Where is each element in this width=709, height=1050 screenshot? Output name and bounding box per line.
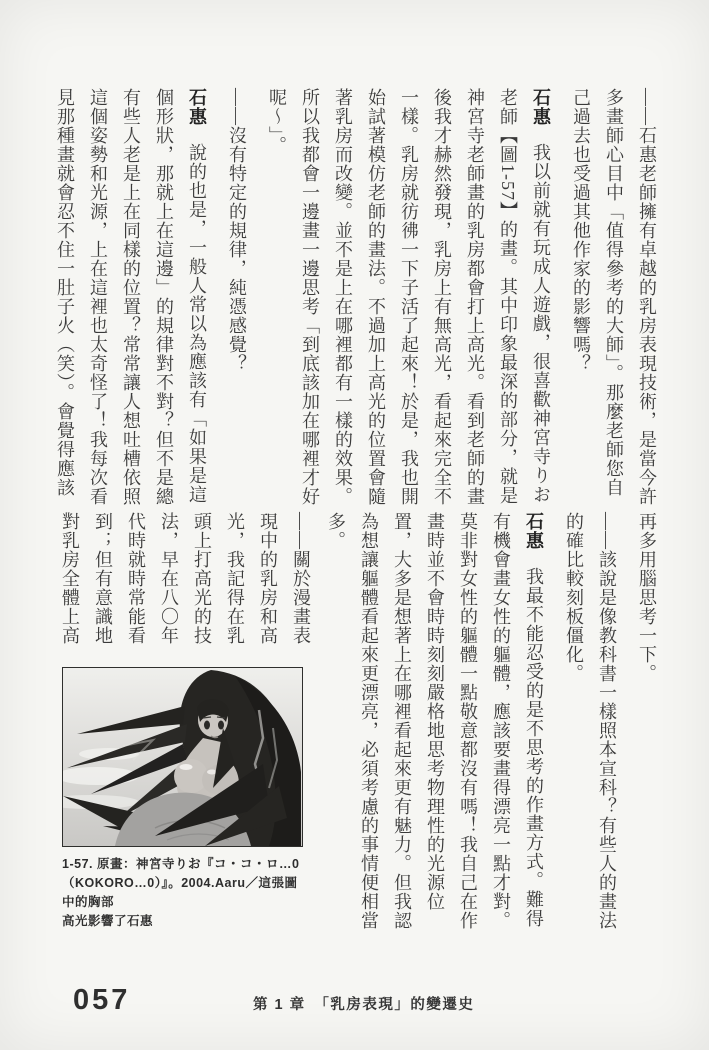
interview-answer	[48, 88, 213, 508]
caption-line: 高光影響了石惠	[62, 914, 154, 928]
caption-line: 1-57. 原畫：神宮寺りお『コ・コ・ロ…0	[62, 857, 300, 871]
turn-text: ——石惠老師擁有卓越的乳房表現技術，是當今許多畫師心目中「值得參考的大師」。那麼老師您自己過去也受過其他作家的影響嗎？	[571, 88, 657, 506]
turn-text: 再多用腦思考一下。	[637, 512, 657, 683]
interview-question	[557, 512, 623, 932]
figure-illustration	[62, 667, 303, 847]
turn-text: 我最不能忍受的是不思考的作畫方式。難得有機會畫女性的軀體，應該要畫得漂亮一點才對。莫非對女性的軀體一點敬意都沒有嗎！我自己在作畫時並不會時時刻刻嚴格地思考物理性的光源位置，大多是想著上在哪裡看起來更有魅力。但我認為想讓軀體看起來更漂亮，必須考慮的事情便相當多。	[326, 512, 544, 930]
interview-question	[564, 88, 663, 508]
figure-1-57	[62, 667, 303, 931]
interview-block-upper	[48, 88, 663, 508]
turn-text: ——該說是像教科書一樣照本宣科？有些人的畫法的確比較刻板僵化。	[564, 512, 617, 930]
turn-text: 我以前就有玩成人遊戲，很喜歡神宮寺りお老師【圖1-57】的畫。其中印象最深的部分，就是神宮寺老師畫的乳房都會打上高光。看到老師的畫後我才赫然發現，乳房上有無高光，看起來完全不一樣。乳房就彷彿一下子活了起來！於是，我也開始試著模仿老師的畫法。不過加上高光的位置會隨著乳房而改變。並不是上在哪裡都有一樣的效果。所以我都會一邊畫一邊思考「到底該加在哪裡才好呢～」。	[267, 88, 551, 506]
figure-caption	[62, 855, 303, 931]
interview-block-lower	[319, 512, 663, 932]
interview-answer	[260, 88, 557, 508]
interview-answer	[319, 512, 550, 932]
speaker-name: 石惠	[524, 512, 544, 550]
interview-question	[220, 88, 253, 508]
page-number: 057	[73, 984, 131, 1016]
interview-question	[53, 512, 317, 648]
speaker-name: 石惠	[531, 88, 551, 126]
chapter-footer: 第 1 章 「乳房表現」的變遷史	[253, 997, 475, 1013]
interview-block-lower-left	[53, 512, 317, 648]
caption-line: （KOKORO…0）』。2004.Aaru／這張圖中的胸部	[62, 876, 298, 909]
speaker-name: 石惠	[187, 88, 207, 126]
interview-answer-continued	[630, 512, 663, 932]
turn-text: ——沒有特定的規律，純憑感覺？	[227, 88, 247, 373]
turn-text: ——關於漫畫表現中的乳房和高光，我記得在乳頭上打高光的技法，早在八〇年代時就時常能看到；但有意識地對乳房全體上高	[60, 512, 311, 645]
turn-text: 說的也是，一般人常以為應該有「如果是這個形狀，那就上在這邊」的規律對不對？但不是總有些人老是上在同樣的位置？常常讓人想吐槽依照這個姿勢和光源，上在這裡也太奇怪了！我每次看見那種畫就會忍不住一肚子火（笑）。會覺得應該	[55, 88, 207, 506]
